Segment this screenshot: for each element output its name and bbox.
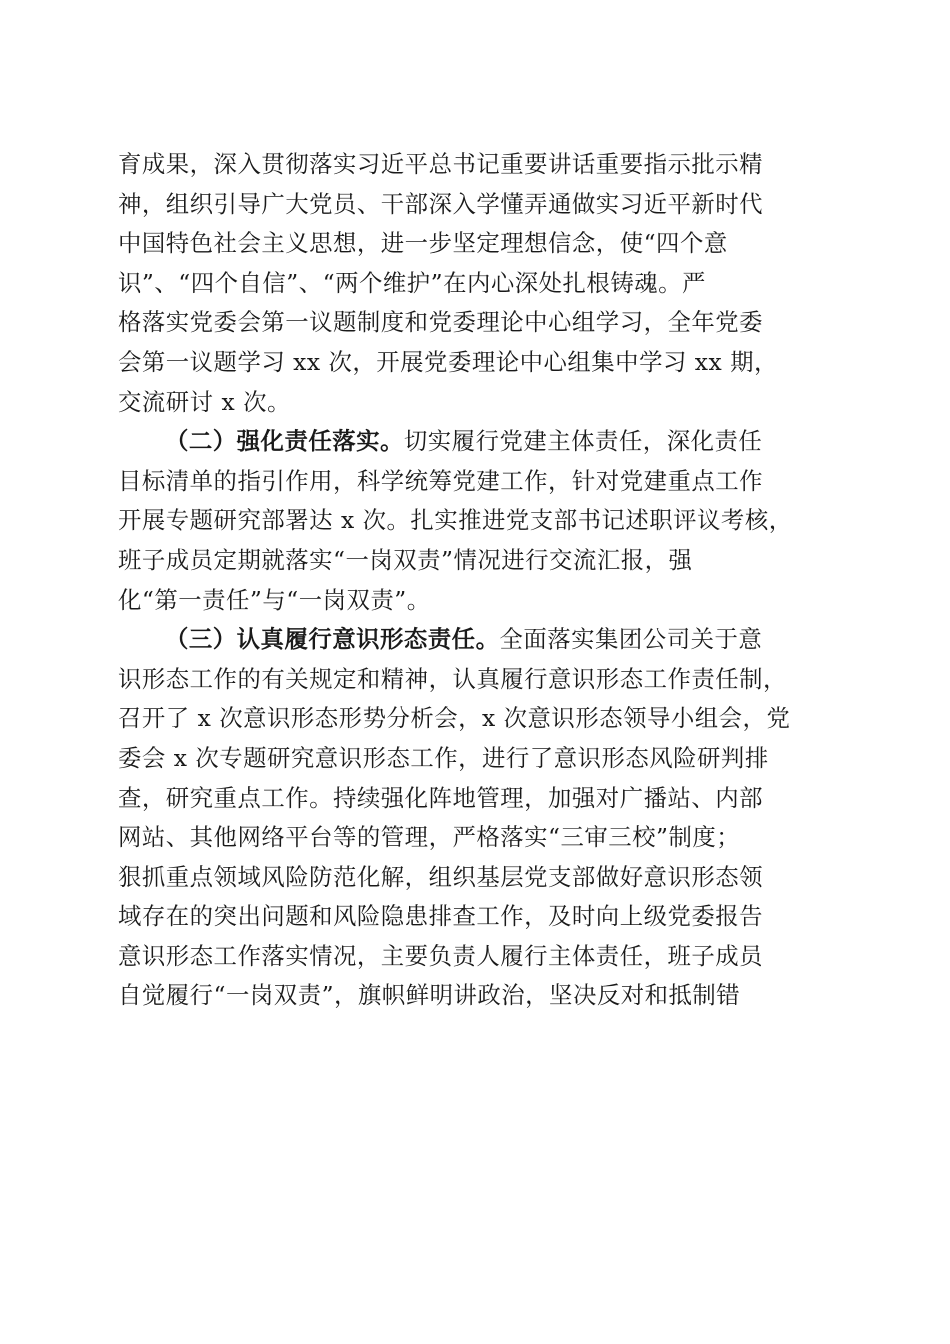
paragraph-line: 委会 x 次专题研究意识形态工作，进行了意识形态风险研判排 <box>118 743 769 772</box>
document-body <box>118 145 832 1016</box>
section-3-first-line <box>118 620 832 660</box>
section-2-heading: （二）强化责任落实。 <box>165 427 404 456</box>
paragraph-line: 召开了 x 次意识形态形势分析会，x 次意识形态领导小组会，党 <box>118 704 791 733</box>
paragraph-line: 化“第一责任”与“一岗双责”。 <box>118 585 431 614</box>
section-2-first-line <box>118 422 832 462</box>
paragraph-line: 开展专题研究部署达 x 次。扎实推进党支部书记述职评议考核， <box>118 506 793 535</box>
paragraph-line: 中国特色社会主义思想，进一步坚定理想信念，使“四个意 <box>118 229 728 258</box>
paragraph-line: 狠抓重点领域风险防范化解，组织基层党支部做好意识形态领 <box>118 862 764 891</box>
paragraph-line: 交流研讨 x 次。 <box>118 387 291 416</box>
paragraph-line: 神，组织引导广大党员、干部深入学懂弄通做实习近平新时代 <box>118 189 764 218</box>
paragraph-line: 育成果，深入贯彻落实习近平总书记重要讲话重要指示批示精 <box>118 150 764 178</box>
section-3-first-line-text: 全面落实集团公司关于意 <box>499 625 763 654</box>
paragraph-line: 意识形态工作落实情况，主要负责人履行主体责任，班子成员 <box>118 941 764 970</box>
paragraph-line: 查，研究重点工作。持续强化阵地管理，加强对广播站、内部 <box>118 783 764 812</box>
paragraph-line: 会第一议题学习 xx 次，开展党委理论中心组集中学习 xx 期， <box>118 347 778 376</box>
paragraph-line: 网站、其他网络平台等的管理，严格落实“三审三校”制度； <box>118 823 741 852</box>
paragraph-line: 域存在的突出问题和风险隐患排查工作，及时向上级党委报告 <box>118 902 764 931</box>
paragraph-line: 自觉履行“一岗双责”，旗帜鲜明讲政治，坚决反对和抵制错 <box>118 981 741 1010</box>
paragraph-line: 目标清单的指引作用，科学统筹党建工作，针对党建重点工作 <box>118 466 764 495</box>
paragraph-line: 识形态工作的有关规定和精神，认真履行意识形态工作责任制， <box>118 664 787 693</box>
section-2-first-line-text: 切实履行党建主体责任，深化责任 <box>403 427 763 456</box>
section-3-heading: （三）认真履行意识形态责任。 <box>165 625 500 654</box>
paragraph-line: 识”、“四个自信”、“两个维护”在内心深处扎根铸魂。严 <box>118 268 706 297</box>
paragraph-line: 格落实党委会第一议题制度和党委理论中心组学习，全年党委 <box>118 308 764 337</box>
paragraph-line: 班子成员定期就落实“一岗双责”情况进行交流汇报，强 <box>118 545 693 574</box>
